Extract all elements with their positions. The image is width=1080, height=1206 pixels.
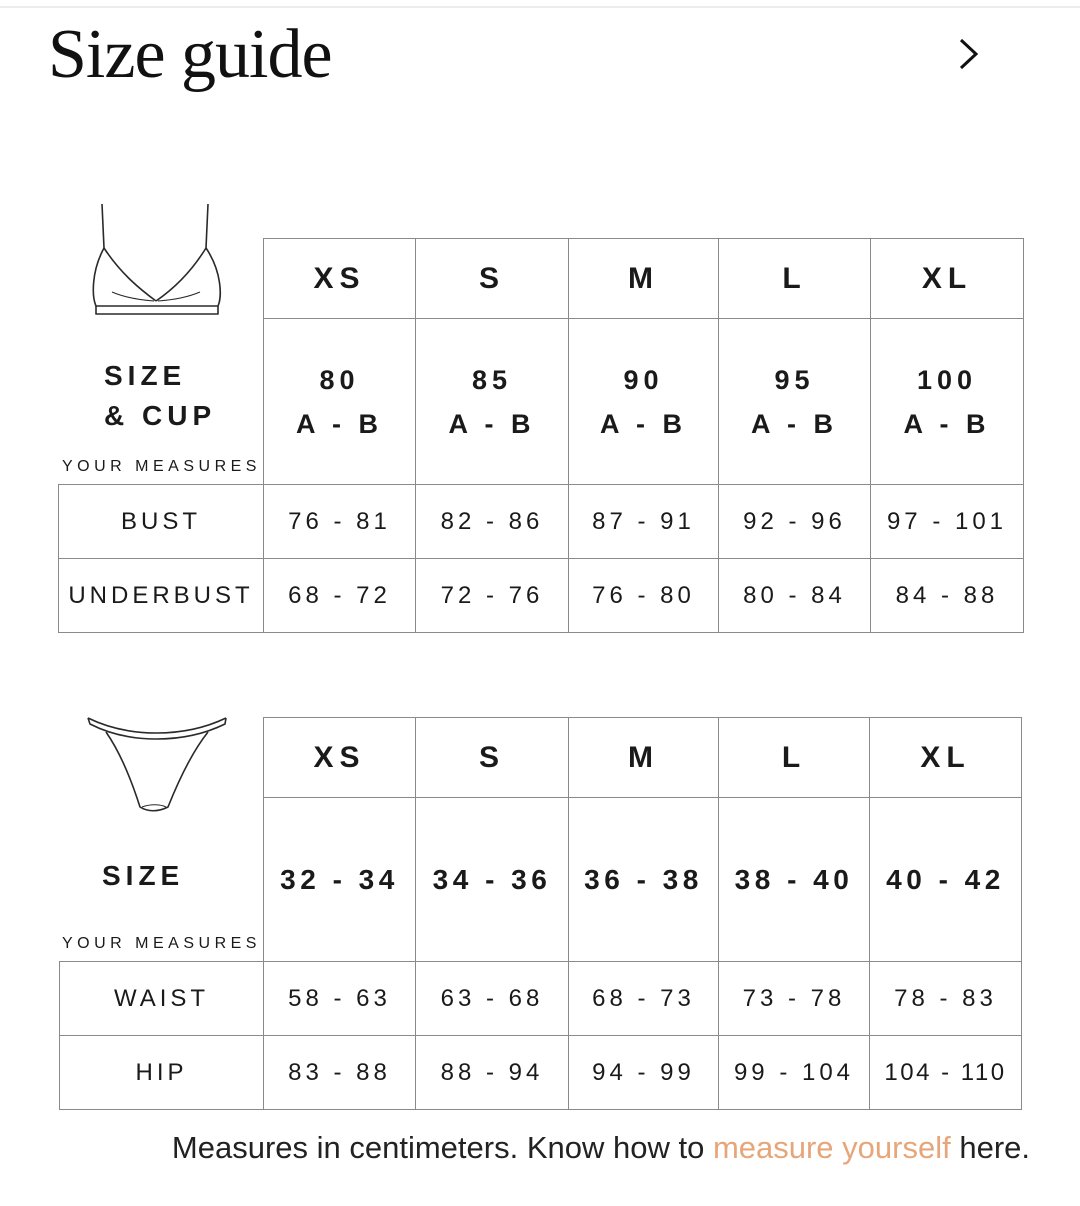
table-cell: 80 - 84 [719, 559, 871, 633]
size-range-cell: 40 - 42 [870, 798, 1022, 962]
top-size-table [58, 238, 1024, 633]
bottom-size-m: M [569, 718, 719, 798]
size-range-cell: 34 - 36 [416, 798, 569, 962]
band-value: 90 [623, 364, 664, 395]
row-label-hip: HIP [60, 1036, 264, 1110]
table-cell: 58 - 63 [264, 962, 416, 1036]
size-range-cell: 38 - 40 [719, 798, 870, 962]
bottom-size-range-row [60, 798, 1022, 962]
table-row [59, 559, 1024, 633]
table-cell: 63 - 68 [416, 962, 569, 1036]
table-cell: 97 - 101 [871, 485, 1024, 559]
bottom-size-table [59, 717, 1022, 1110]
top-cup-cell [416, 319, 569, 485]
top-cup-cell [264, 319, 416, 485]
size-range-cell: 36 - 38 [569, 798, 719, 962]
table-cell: 82 - 86 [416, 485, 569, 559]
top-cup-cell [719, 319, 871, 485]
table-cell: 76 - 80 [569, 559, 719, 633]
bottom-measures-label: YOUR MEASURES [62, 935, 261, 952]
top-size-label-line2: & CUP [104, 400, 217, 431]
row-label-underbust: UNDERBUST [59, 559, 264, 633]
top-measures-label: YOUR MEASURES [62, 458, 261, 475]
table-cell: 84 - 88 [871, 559, 1024, 633]
cup-value: A - B [903, 408, 991, 439]
top-size-xl: XL [871, 239, 1024, 319]
table-row [60, 1036, 1022, 1110]
top-size-s: S [416, 239, 569, 319]
table-row [60, 962, 1022, 1036]
cup-value: A - B [296, 408, 383, 439]
top-size-l: L [719, 239, 871, 319]
size-range-cell: 32 - 34 [264, 798, 416, 962]
table-cell: 87 - 91 [569, 485, 719, 559]
bottom-size-s: S [416, 718, 569, 798]
band-value: 85 [471, 364, 513, 395]
band-value: 95 [774, 364, 815, 395]
table-cell: 104 - 110 [870, 1036, 1022, 1110]
bottom-size-l: L [719, 718, 870, 798]
bottom-size-label: SIZE [102, 860, 185, 891]
table-cell: 68 - 73 [569, 962, 719, 1036]
table-cell: 92 - 96 [719, 485, 871, 559]
top-size-m: M [569, 239, 719, 319]
cup-value: A - B [751, 408, 838, 439]
page-title: Size guide [48, 16, 332, 93]
top-cup-row [59, 319, 1024, 485]
table-cell: 73 - 78 [719, 962, 870, 1036]
table-cell: 68 - 72 [264, 559, 416, 633]
bottom-size-xs: XS [264, 718, 416, 798]
cup-value: A - B [600, 408, 687, 439]
footnote-prefix: Measures in centimeters. Know how to [171, 1130, 713, 1165]
footnote-suffix: here. [950, 1130, 1030, 1165]
table-row [59, 485, 1024, 559]
top-size-xs: XS [264, 239, 416, 319]
top-cup-cell [569, 319, 719, 485]
cup-value: A - B [448, 408, 536, 439]
top-size-label-line1: SIZE [104, 360, 187, 391]
band-value: 80 [319, 364, 360, 395]
footnote [172, 1130, 1030, 1166]
table-cell: 76 - 81 [264, 485, 416, 559]
table-cell: 88 - 94 [416, 1036, 569, 1110]
bottom-size-header-row [60, 718, 1022, 798]
table-cell: 94 - 99 [569, 1036, 719, 1110]
top-size-header-row [59, 239, 1024, 319]
bottom-size-xl: XL [870, 718, 1022, 798]
row-label-bust: BUST [59, 485, 264, 559]
measure-yourself-link[interactable]: measure yourself [712, 1130, 951, 1165]
top-cup-cell [871, 319, 1024, 485]
band-value: 100 [916, 364, 978, 395]
table-cell: 78 - 83 [870, 962, 1022, 1036]
row-label-waist: WAIST [60, 962, 264, 1036]
table-cell: 83 - 88 [264, 1036, 416, 1110]
top-divider [0, 6, 1080, 8]
chevron-right-icon[interactable] [954, 34, 984, 74]
table-cell: 99 - 104 [719, 1036, 870, 1110]
table-cell: 72 - 76 [416, 559, 569, 633]
